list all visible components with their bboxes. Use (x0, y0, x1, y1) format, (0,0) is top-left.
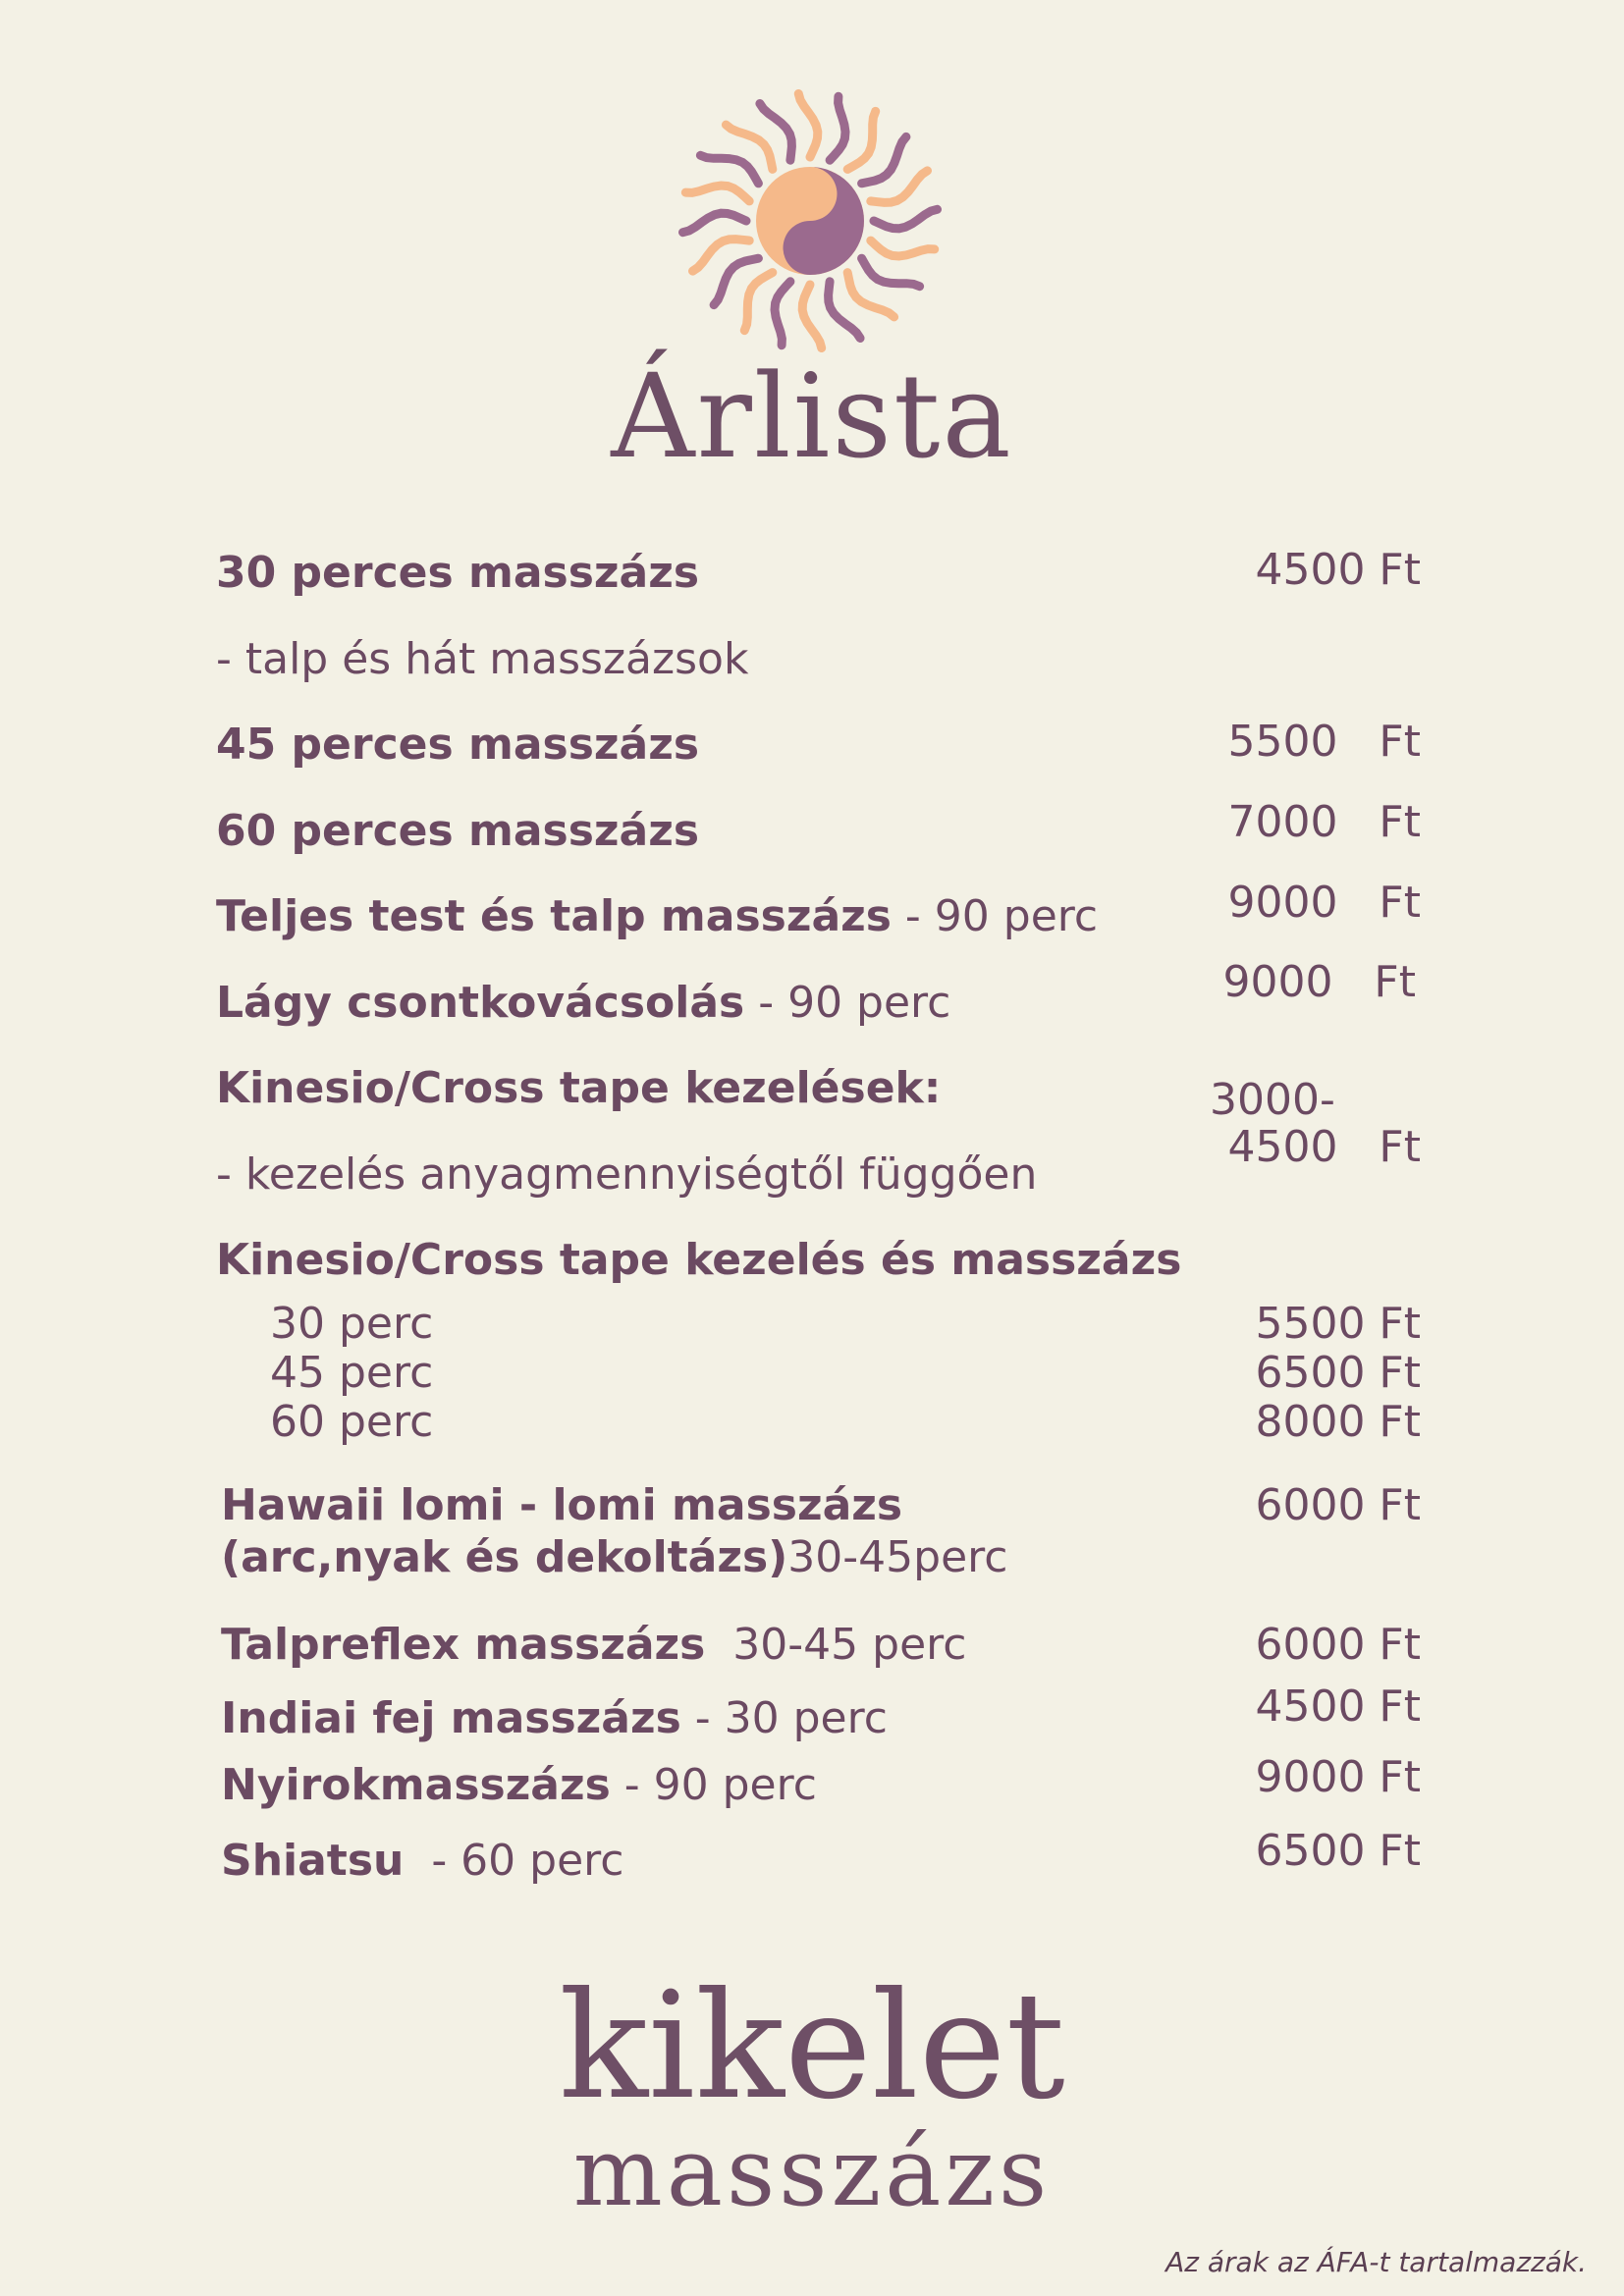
option-price: 8000 Ft (1255, 1397, 1421, 1447)
sun-ray (744, 273, 773, 331)
item-row (221, 1622, 966, 1669)
item-row (216, 893, 1098, 940)
item-price: 4500 Ft (1255, 1682, 1421, 1732)
page-title: Árlista (611, 348, 1013, 484)
item-row (221, 1695, 888, 1742)
item-duration: 30-45 perc (705, 1620, 967, 1670)
item-duration: - 90 perc (610, 1760, 817, 1810)
brand-subtitle: masszázs (572, 2117, 1052, 2227)
option-duration: 60 perc (270, 1397, 434, 1447)
item-note: - talp és hát masszázsok (216, 634, 749, 684)
sun-ray (830, 96, 845, 160)
item-duration: - 90 perc (891, 891, 1099, 941)
item-row (216, 980, 950, 1027)
sun-ray (700, 155, 758, 184)
sun-ray (685, 186, 749, 201)
sun-ray (871, 240, 935, 256)
item-name: Hawaii lomi - lomi masszázs (221, 1480, 903, 1530)
item-name: Nyirokmasszázs (221, 1760, 611, 1810)
item-name: Kinesio/Cross tape kezelések: (216, 1063, 942, 1113)
item-price: 9000 Ft (1227, 878, 1421, 928)
item-name: Lágy csontkovácsolás (216, 978, 745, 1028)
sun-ray (798, 94, 818, 158)
item-price: 5500 Ft (1227, 717, 1421, 767)
sun-ray (683, 213, 747, 233)
item-price: 6000 Ft (1255, 1480, 1421, 1530)
sun-ray (847, 111, 876, 169)
option-duration: 45 perc (270, 1348, 434, 1398)
item-detail: (arc,nyak és dekoltázs) (221, 1532, 788, 1582)
item-price-range-start: 3000- (1210, 1075, 1335, 1125)
sun-yin-yang-logo (673, 83, 947, 358)
sun-ray (775, 282, 790, 346)
item-name: 60 perces masszázs (216, 806, 700, 856)
option-duration: 30 perc (270, 1299, 434, 1349)
vat-footnote: Az árak az ÁFA-t tartalmazzák. (1165, 2246, 1587, 2278)
item-name: 30 perces masszázs (216, 548, 700, 598)
item-duration: - 30 perc (680, 1693, 888, 1743)
option-price: 6500 Ft (1255, 1348, 1421, 1398)
item-name: Talpreflex masszázs (221, 1620, 706, 1670)
item-price: 7000 Ft (1227, 797, 1421, 847)
item-name: Shiatsu (221, 1836, 405, 1886)
item-price: 6000 Ft (1255, 1620, 1421, 1670)
item-duration: - 60 perc (404, 1836, 624, 1886)
sun-ray (862, 258, 920, 287)
brand-name: kikelet (559, 1961, 1065, 2132)
sun-ray (874, 209, 938, 229)
item-row (221, 1534, 1007, 1581)
option-price: 5500 Ft (1255, 1299, 1421, 1349)
item-duration: - 90 perc (744, 978, 951, 1028)
item-price: 4500 Ft (1255, 545, 1421, 595)
sun-ray (802, 285, 822, 348)
item-price: 9000 Ft (1255, 1752, 1421, 1802)
item-name: Indiai fej masszázs (221, 1693, 681, 1743)
item-price: 6500 Ft (1255, 1826, 1421, 1876)
item-row (221, 1838, 623, 1885)
item-name: 45 perces masszázs (216, 720, 700, 770)
item-name: Kinesio/Cross tape kezelés és masszázs (216, 1235, 1182, 1285)
item-row (221, 1762, 817, 1809)
item-name: Teljes test és talp masszázs (216, 891, 892, 941)
item-note: - kezelés anyagmennyiségtől függően (216, 1149, 1038, 1200)
item-price-range-end: 4500 Ft (1227, 1122, 1421, 1172)
item-duration: 30-45perc (787, 1532, 1008, 1582)
item-price: 9000 Ft (1222, 957, 1416, 1007)
